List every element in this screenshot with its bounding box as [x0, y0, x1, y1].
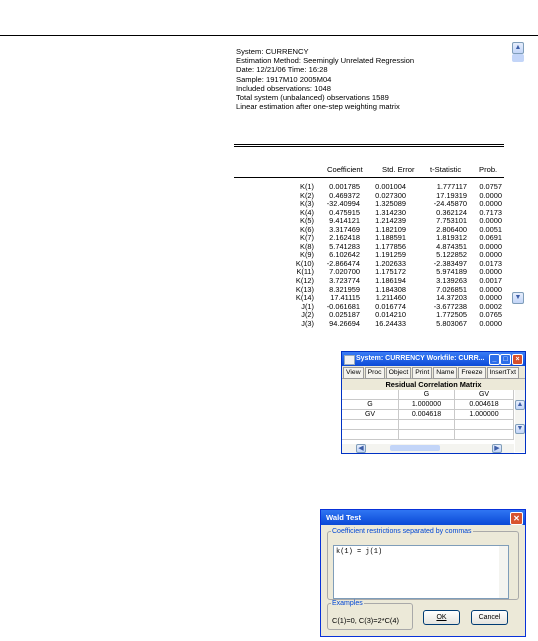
window-titlebar[interactable]	[342, 352, 525, 366]
window-app-icon	[344, 355, 355, 365]
grid-vertical-scrollbar[interactable]	[515, 390, 525, 452]
grid-cell[interactable]	[399, 430, 455, 439]
grid-cell[interactable]: GV	[342, 410, 399, 419]
close-icon[interactable]: ×	[512, 354, 523, 365]
window-title: System: CURRENCY Workfile: CURR...	[356, 355, 485, 362]
examples-label: Examples	[332, 600, 363, 607]
table-cell: 0.001785	[329, 182, 360, 191]
header-line: Date: 12/21/06 Time: 16:28	[236, 65, 328, 75]
grid-horizontal-scrollbar[interactable]	[342, 444, 514, 453]
table-cell: 7.020700	[329, 267, 360, 277]
scroll-left-icon[interactable]: ◀	[356, 444, 366, 453]
table-cell: 1.214239	[375, 216, 406, 226]
table-cell: 16.24433	[375, 318, 406, 328]
vertical-scrollbar[interactable]	[512, 40, 524, 316]
table-cell: 5.741283	[329, 241, 360, 251]
coefficient-name: J(2)	[301, 310, 314, 320]
table-row	[230, 243, 510, 252]
grid-cell[interactable]: G	[342, 400, 399, 409]
table-row	[230, 217, 510, 226]
table-cell: 6.102642	[329, 250, 360, 260]
grid-cell[interactable]: 0.004618	[399, 410, 455, 419]
table-cell: 0.0173	[479, 258, 502, 268]
grid-cell[interactable]: 0.004618	[455, 400, 514, 409]
header-line: Total system (unbalanced) observations 1589	[236, 93, 389, 103]
toolbar-button-name[interactable]: Name	[433, 367, 457, 379]
table-cell: -32.40994	[326, 199, 360, 209]
table-row	[230, 277, 510, 286]
toolbar-button-object[interactable]: Object	[386, 367, 412, 379]
table-cell: 0.0000	[479, 318, 502, 328]
coefficient-name: K(9)	[300, 250, 314, 260]
table-cell: 3.723774	[329, 276, 360, 286]
grid-cell[interactable]	[455, 430, 514, 439]
table-cell: 0.0002	[479, 301, 502, 311]
scrollbar-thumb[interactable]	[512, 54, 524, 62]
dialog-titlebar[interactable]	[321, 510, 525, 525]
table-row	[230, 268, 510, 277]
restrictions-label: Coefficient restrictions separated by commas	[332, 528, 472, 535]
table-cell: 0.0000	[479, 190, 502, 200]
table-header-rule	[234, 177, 504, 178]
table-cell: 1.175172	[375, 267, 406, 277]
table-cell: 0.014210	[375, 310, 406, 320]
grid-cell[interactable]	[342, 420, 399, 429]
close-icon[interactable]: ✕	[510, 512, 523, 525]
table-cell: 0.0757	[479, 182, 502, 191]
table-cell: 3.139263	[436, 276, 467, 286]
minimize-icon[interactable]: _	[489, 354, 500, 365]
scroll-right-icon[interactable]: ▶	[492, 444, 502, 453]
table-row	[230, 192, 510, 201]
coefficient-name: K(14)	[295, 293, 314, 303]
table-cell: 1.819312	[436, 233, 467, 243]
table-cell: 1.202633	[375, 258, 406, 268]
table-row	[230, 286, 510, 295]
scrollbar-thumb[interactable]	[390, 445, 440, 451]
dialog-title: Wald Test	[326, 513, 362, 522]
header-line: Included observations: 1048	[236, 83, 331, 93]
grid-cell[interactable]	[455, 420, 514, 429]
table-cell: 0.362124	[436, 207, 467, 217]
top-divider-line	[0, 35, 538, 36]
ok-button[interactable]	[423, 610, 460, 625]
table-row	[230, 260, 510, 269]
table-row	[230, 251, 510, 260]
table-row	[230, 303, 510, 312]
ok-label: OK	[436, 614, 447, 621]
scroll-down-icon[interactable]: ▼	[516, 425, 524, 432]
table-cell: 0.016774	[375, 301, 406, 311]
table-cell: 7.026851	[436, 284, 467, 294]
table-row	[230, 234, 510, 243]
table-row	[230, 183, 510, 192]
table-cell: 1.325089	[375, 199, 406, 209]
header-line: System: CURRENCY	[236, 47, 309, 56]
table-cell: 2.806400	[436, 224, 467, 234]
table-cell: -3.677238	[433, 301, 467, 311]
grid-cell[interactable]: GV	[455, 390, 514, 399]
table-cell: 1.182109	[375, 224, 406, 234]
table-cell: 0.7173	[479, 207, 502, 217]
table-row	[230, 209, 510, 218]
coefficient-name: J(3)	[301, 318, 314, 328]
restrictions-group	[327, 528, 519, 600]
table-cell: 0.0051	[479, 224, 502, 234]
table-cell: 0.0000	[479, 293, 502, 303]
column-header-coefficient: Coefficient	[327, 165, 363, 174]
table-cell: 0.025187	[329, 310, 360, 320]
table-cell: -2.866474	[326, 258, 360, 268]
grid-row	[342, 400, 514, 410]
table-cell: 8.321959	[329, 284, 360, 294]
table-cell: 0.001004	[375, 182, 406, 191]
table-cell: 0.0000	[479, 284, 502, 294]
coefficient-name: K(6)	[300, 224, 314, 234]
coefficient-name: K(5)	[300, 216, 314, 226]
scroll-up-icon[interactable]: ▲	[512, 42, 524, 54]
header-line: Sample: 1917M10 2005M04	[236, 74, 332, 84]
coefficient-name: K(13)	[295, 284, 314, 294]
toolbar-button-inserttxt[interactable]: InsertTxt	[487, 367, 519, 379]
examples-group	[327, 600, 413, 630]
grid-row-empty	[342, 430, 514, 440]
table-cell: -24.45870	[433, 199, 467, 209]
grid-cell[interactable]: 1.000000	[455, 410, 514, 419]
header-line: Linear estimation after one-step weighting matrix	[236, 102, 400, 112]
table-cell: 5.974189	[436, 267, 467, 277]
table-cell: 1.177856	[375, 241, 406, 251]
table-cell: 1.772505	[436, 310, 467, 320]
restrictions-textarea[interactable]	[333, 545, 509, 599]
restrictions-value: k(1) = j(1)	[336, 548, 383, 556]
table-cell: 1.314230	[375, 207, 406, 217]
cancel-button[interactable]	[471, 610, 508, 625]
table-cell: 14.37203	[436, 293, 467, 303]
column-header-t-statistic: t-Statistic	[430, 165, 462, 174]
grid-cell[interactable]	[399, 420, 455, 429]
coefficient-name: K(3)	[300, 199, 314, 209]
grid-row-empty	[342, 420, 514, 430]
column-header-std-error: Std. Error	[382, 165, 415, 174]
coefficient-table	[230, 183, 510, 328]
table-title: Residual Correlation Matrix	[342, 379, 525, 390]
table-cell: 7.753101	[436, 216, 467, 226]
coefficient-name: K(11)	[296, 267, 314, 277]
table-cell: 3.317469	[329, 224, 360, 234]
table-row	[230, 311, 510, 320]
table-cell: 0.0000	[479, 241, 502, 251]
table-row	[230, 320, 510, 329]
grid-header-row	[342, 390, 514, 400]
table-cell: 0.0000	[479, 216, 502, 226]
table-cell: 5.122852	[436, 250, 467, 260]
grid-row	[342, 410, 514, 420]
coefficient-name: J(1)	[301, 301, 314, 311]
table-cell: 1.191259	[375, 250, 406, 260]
estimation-header	[236, 47, 414, 111]
table-cell: 17.41115	[330, 293, 360, 303]
table-cell: 0.0017	[479, 276, 502, 286]
table-cell: 1.186194	[375, 276, 406, 286]
coefficient-name: K(1)	[300, 182, 314, 191]
maximize-icon[interactable]: □	[500, 354, 511, 365]
table-cell: -0.061681	[326, 301, 360, 311]
examples-text: C(1)=0, C(3)=2*C(4)	[332, 616, 399, 625]
grid-cell[interactable]	[342, 430, 399, 439]
table-cell: 0.0000	[479, 267, 502, 277]
table-cell: 1.184308	[375, 284, 406, 294]
toolbar-button-freeze[interactable]: Freeze	[458, 367, 485, 379]
coefficient-name: K(10)	[295, 258, 314, 268]
table-cell: 1.188591	[375, 233, 406, 243]
column-header-prob: Prob.	[479, 165, 498, 174]
system-output-window	[230, 40, 524, 328]
table-cell: 0.469372	[329, 190, 360, 200]
table-cell: 5.803067	[436, 318, 467, 328]
grid-cell[interactable]: 1.000000	[399, 400, 455, 409]
table-cell: 1.777117	[436, 182, 467, 191]
textarea-scrollbar[interactable]	[499, 546, 508, 598]
table-cell: -2.383497	[433, 258, 467, 268]
grid-cell[interactable]: G	[399, 390, 455, 399]
scroll-up-icon[interactable]: ▲	[516, 401, 524, 408]
table-row	[230, 294, 510, 303]
header-line: Estimation Method: Seemingly Unrelated Regression	[236, 56, 415, 66]
toolbar-button-view[interactable]: View	[343, 367, 364, 379]
table-cell: 9.414121	[329, 216, 360, 226]
table-cell: 94.26694	[329, 318, 360, 328]
table-cell: 4.874351	[436, 241, 467, 251]
table-row	[230, 226, 510, 235]
coefficient-name: K(12)	[295, 276, 314, 286]
table-top-rule	[234, 144, 504, 145]
correlation-grid[interactable]	[342, 390, 514, 440]
toolbar-button-proc[interactable]: Proc	[365, 367, 385, 379]
wald-test-dialog	[320, 509, 526, 637]
table-cell: 0.0000	[479, 250, 502, 260]
table-cell: 0.475915	[329, 207, 360, 217]
grid-cell[interactable]	[342, 390, 399, 399]
toolbar-button-print[interactable]: Print	[412, 367, 432, 379]
coefficient-name: K(7)	[300, 233, 314, 243]
window-toolbar	[342, 366, 525, 379]
coefficient-name: K(8)	[300, 241, 314, 251]
coefficient-name: K(2)	[300, 190, 314, 200]
residual-correlation-window	[341, 351, 526, 454]
cancel-label: Cancel	[478, 614, 501, 621]
table-cell: 0.0691	[479, 233, 502, 243]
table-cell: 1.211460	[375, 293, 406, 303]
table-cell: 0.0765	[479, 310, 502, 320]
scroll-down-icon[interactable]: ▼	[512, 292, 524, 304]
table-cell: 2.162418	[329, 233, 360, 243]
table-cell: 17.19319	[436, 190, 467, 200]
table-top-rule-2	[234, 146, 504, 147]
table-cell: 0.027300	[375, 190, 406, 200]
table-row	[230, 200, 510, 209]
table-cell: 0.0000	[479, 199, 502, 209]
coefficient-name: K(4)	[300, 207, 314, 217]
